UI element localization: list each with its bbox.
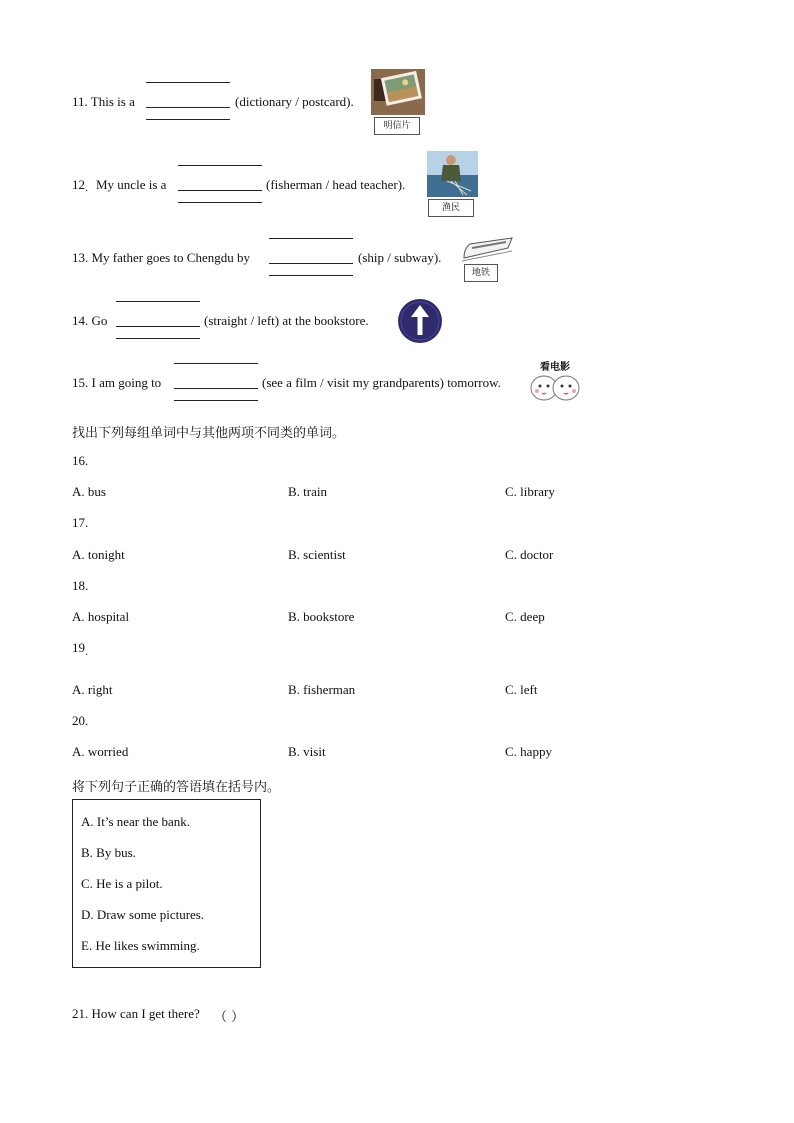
- answer-option-a: A. It’s near the bank.: [81, 814, 191, 829]
- q12-dot: ·: [85, 186, 89, 197]
- q19-option-a[interactable]: A. right: [72, 682, 113, 697]
- answer-option-c: C. He is a pilot.: [81, 876, 163, 891]
- q15-answer-blank[interactable]: [174, 363, 258, 403]
- q20-option-a[interactable]: A. worried: [72, 744, 129, 759]
- q17-option-c[interactable]: C. doctor: [505, 547, 554, 562]
- answer-option-e: E. He likes swimming.: [81, 938, 200, 953]
- q16-option-c[interactable]: C. library: [505, 484, 555, 499]
- section2-instruction: 找出下列每组单词中与其他两项不同类的单词。: [72, 426, 346, 441]
- q20-option-b[interactable]: B. visit: [288, 744, 326, 759]
- q12-number: 12: [72, 177, 85, 192]
- q15-options: (see a film / visit my grandparents) tomorrow.: [262, 375, 501, 390]
- q12-options: (fisherman / head teacher).: [266, 177, 406, 192]
- q14-answer-blank[interactable]: [116, 301, 200, 341]
- q11-answer-blank[interactable]: [146, 82, 230, 122]
- q14-options: (straight / left) at the bookstore.: [204, 313, 369, 328]
- q19-dot: ·: [85, 650, 89, 661]
- postcard-caption: 明信片: [374, 117, 420, 135]
- answer-options-box: [72, 799, 261, 968]
- q18-option-a[interactable]: A. hospital: [72, 609, 130, 624]
- q13-options: (ship / subway).: [358, 250, 442, 265]
- q12-answer-blank[interactable]: [178, 165, 262, 205]
- fisherman-caption: 渔民: [428, 199, 474, 217]
- q19-option-b[interactable]: B. fisherman: [288, 682, 356, 697]
- q17-option-b[interactable]: B. scientist: [288, 547, 346, 562]
- q18-option-c[interactable]: C. deep: [505, 609, 545, 624]
- q17-number: 17.: [72, 515, 89, 530]
- subway-train-image: [460, 234, 514, 262]
- q20-option-c[interactable]: C. happy: [505, 744, 552, 759]
- q21-text: 21. How can I get there?: [72, 1006, 200, 1021]
- q21-answer-bracket[interactable]: （ ）: [214, 1010, 245, 1025]
- q13-text: 13. My father goes to Chengdu by: [72, 250, 251, 265]
- q20-number: 20.: [72, 713, 89, 728]
- q17-option-a[interactable]: A. tonight: [72, 547, 125, 562]
- section3-instruction: 将下列句子正确的答语填在括号内。: [72, 780, 281, 795]
- q11-text: 11. This is a: [72, 94, 135, 109]
- q15-text: 15. I am going to: [72, 375, 162, 390]
- q19-option-c[interactable]: C. left: [505, 682, 538, 697]
- q11-options: (dictionary / postcard).: [235, 94, 354, 109]
- q16-option-a[interactable]: A. bus: [72, 484, 106, 499]
- q16-option-b[interactable]: B. train: [288, 484, 327, 499]
- arrow-up-icon: [397, 298, 443, 344]
- q18-option-b[interactable]: B. bookstore: [288, 609, 355, 624]
- q13-answer-blank[interactable]: [269, 238, 353, 278]
- q12-text: My uncle is a: [96, 177, 167, 192]
- answer-option-d: D. Draw some pictures.: [81, 907, 205, 922]
- subway-caption: 地铁: [464, 264, 498, 282]
- q16-number: 16.: [72, 453, 89, 468]
- answer-option-b: B. By bus.: [81, 845, 136, 860]
- see-film-label: 看电影: [540, 362, 570, 373]
- postcard-image: [371, 69, 425, 115]
- see-film-image: [526, 358, 586, 406]
- q14-text: 14. Go: [72, 313, 108, 328]
- q19-number: 19: [72, 640, 85, 655]
- fisherman-image: [427, 151, 478, 197]
- q18-number: 18.: [72, 578, 89, 593]
